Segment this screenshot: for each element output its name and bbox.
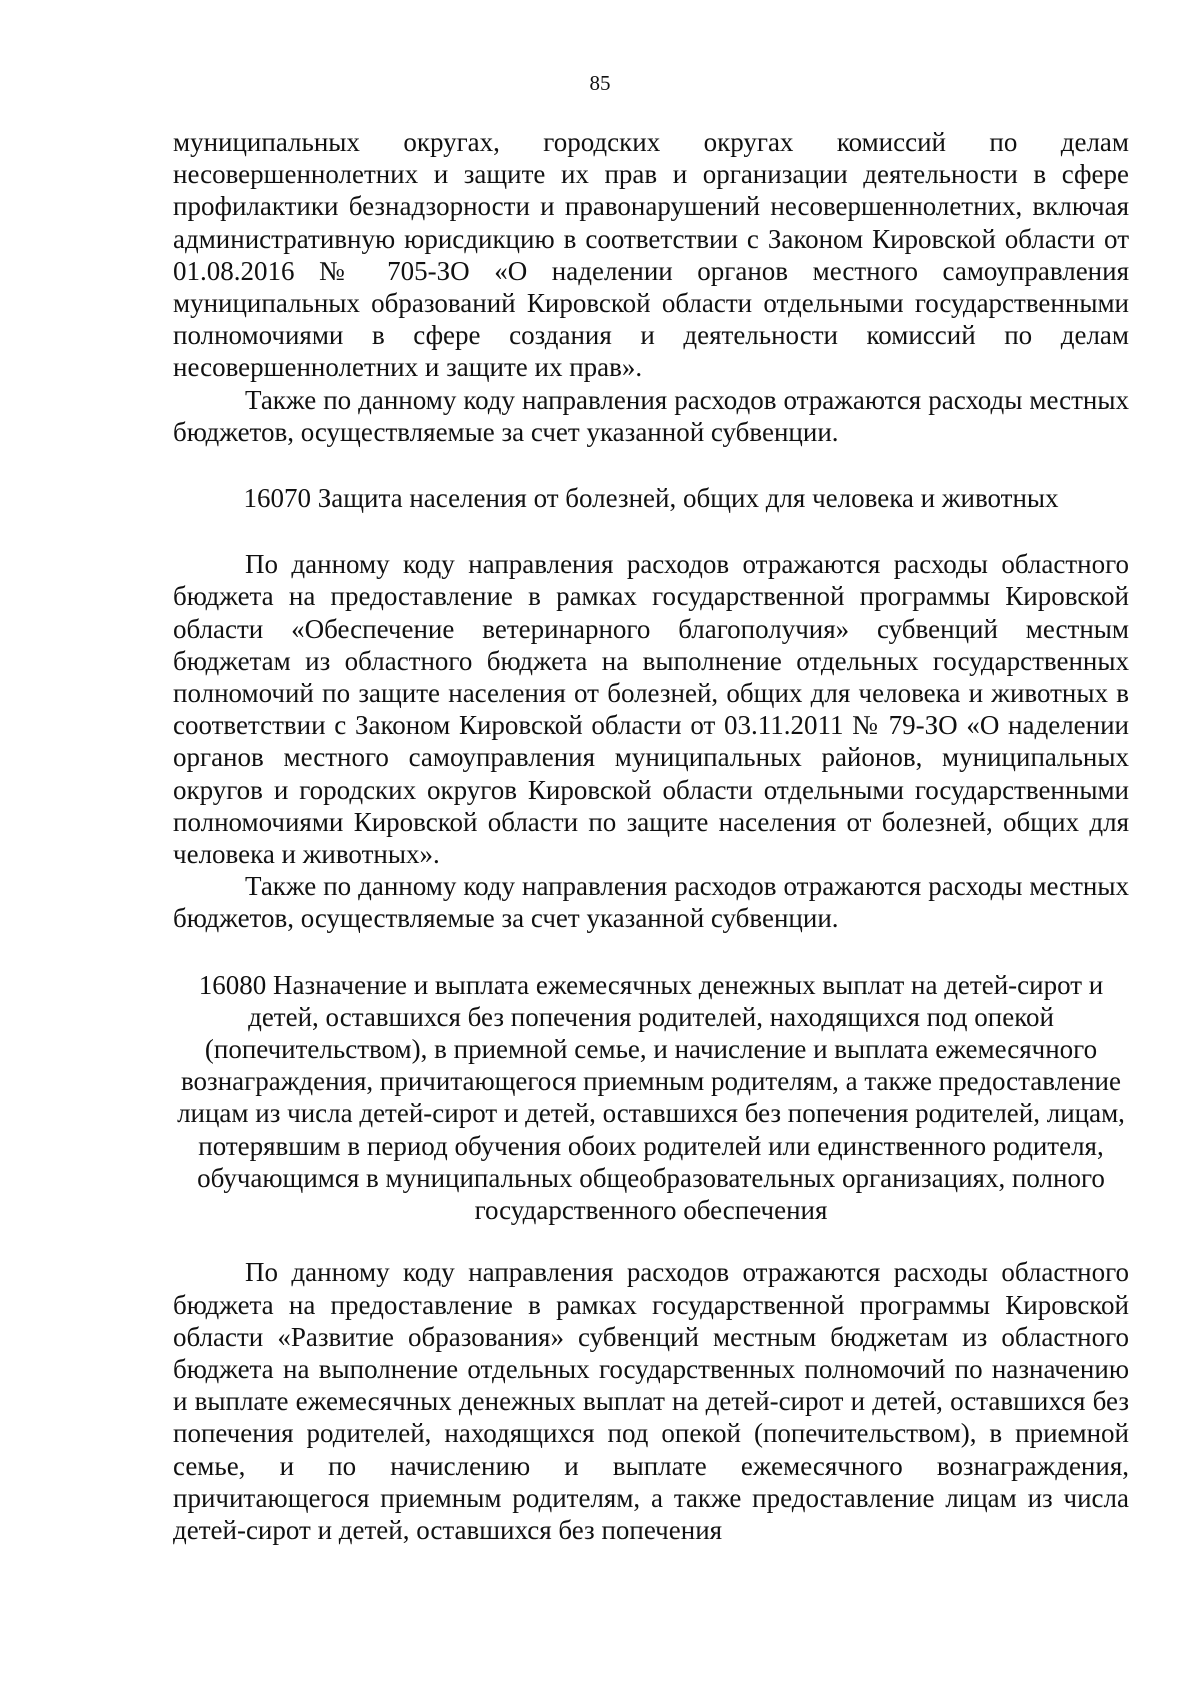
paragraph-16070-local-budgets-note: Также по данному коду направления расходов отражаются расходы местных бюджетов, осуществляемые за счет указанной субвенции. <box>173 871 1129 934</box>
spacer <box>173 448 1129 482</box>
paragraph-16080-description: По данному коду направления расходов отражаются расходы областного бюджета на предоставление в рамках государственной программы Кировской области «Развитие образования» субвенций местным бюджетам из областного бюджета на выполнение отдельных государственных полномочий по назначению и выплате ежемесячных денежных выплат на детей-сирот и детей, оставшихся без попечения родителей, находящихся под опекой (попечительством), в приемной семье, и по начислению и выплате ежемесячного вознаграждения, причитающегося приемным родителям, а также предоставление лицам из числа детей-сирот и детей, оставшихся без попечения <box>173 1257 1129 1545</box>
document-body <box>173 126 1129 1546</box>
spacer <box>173 935 1129 969</box>
paragraph-local-budgets-note: Также по данному коду направления расходов отражаются расходы местных бюджетов, осуществляемые за счет указанной субвенции. <box>173 384 1129 447</box>
spacer <box>173 514 1129 548</box>
paragraph-16070-description: По данному коду направления расходов отражаются расходы областного бюджета на предоставление в рамках государственной программы Кировской области «Обеспечение ветеринарного благополучия» субвенций местным бюджетам из областного бюджета на выполнение отдельных государственных полномочий по защите населения от болезней, общих для человека и животных в соответствии с Законом Кировской области от 03.11.2011 № 79-ЗО «О наделении органов местного самоуправления муниципальных районов, муниципальных округов и городских округов Кировской области отдельными государственными полномочиями Кировской области по защите населения от болезней, общих для человека и животных». <box>173 549 1129 870</box>
spacer <box>173 1226 1129 1256</box>
section-heading-16070: 16070 Защита населения от болезней, общих для человека и животных <box>243 483 1059 514</box>
page-number: 85 <box>589 71 611 95</box>
paragraph-commissions-continuation: муниципальных округах, городских округах комиссий по делам несовершеннолетних и защите их прав и организации деятельности в сфере профилактики безнадзорности и правонарушений несовершеннолетних, включая административную юрисдикцию в соответствии с Законом Кировской области от 01.08.2016 № 705-ЗО «О наделении органов местного самоуправления муниципальных образований Кировской области отдельными государственными полномочиями в сфере создания и деятельности комиссий по делам несовершеннолетних и защите их прав». <box>173 127 1129 383</box>
section-heading-16080: 16080 Назначение и выплата ежемесячных денежных выплат на детей-сирот и детей, оставшихся без попечения родителей, находящихся под опекой (попечительством), в приемной семье, и начисление и выплата ежемесячного вознаграждения, причитающегося приемным родителям, а также предоставление лицам из числа детей-сирот и детей, оставшихся без попечения родителей, лицам, потерявшим в период обучения обоих родителей или единственного родителя, обучающимся в муниципальных общеобразовательных организациях, полного государственного обеспечения <box>177 969 1125 1226</box>
